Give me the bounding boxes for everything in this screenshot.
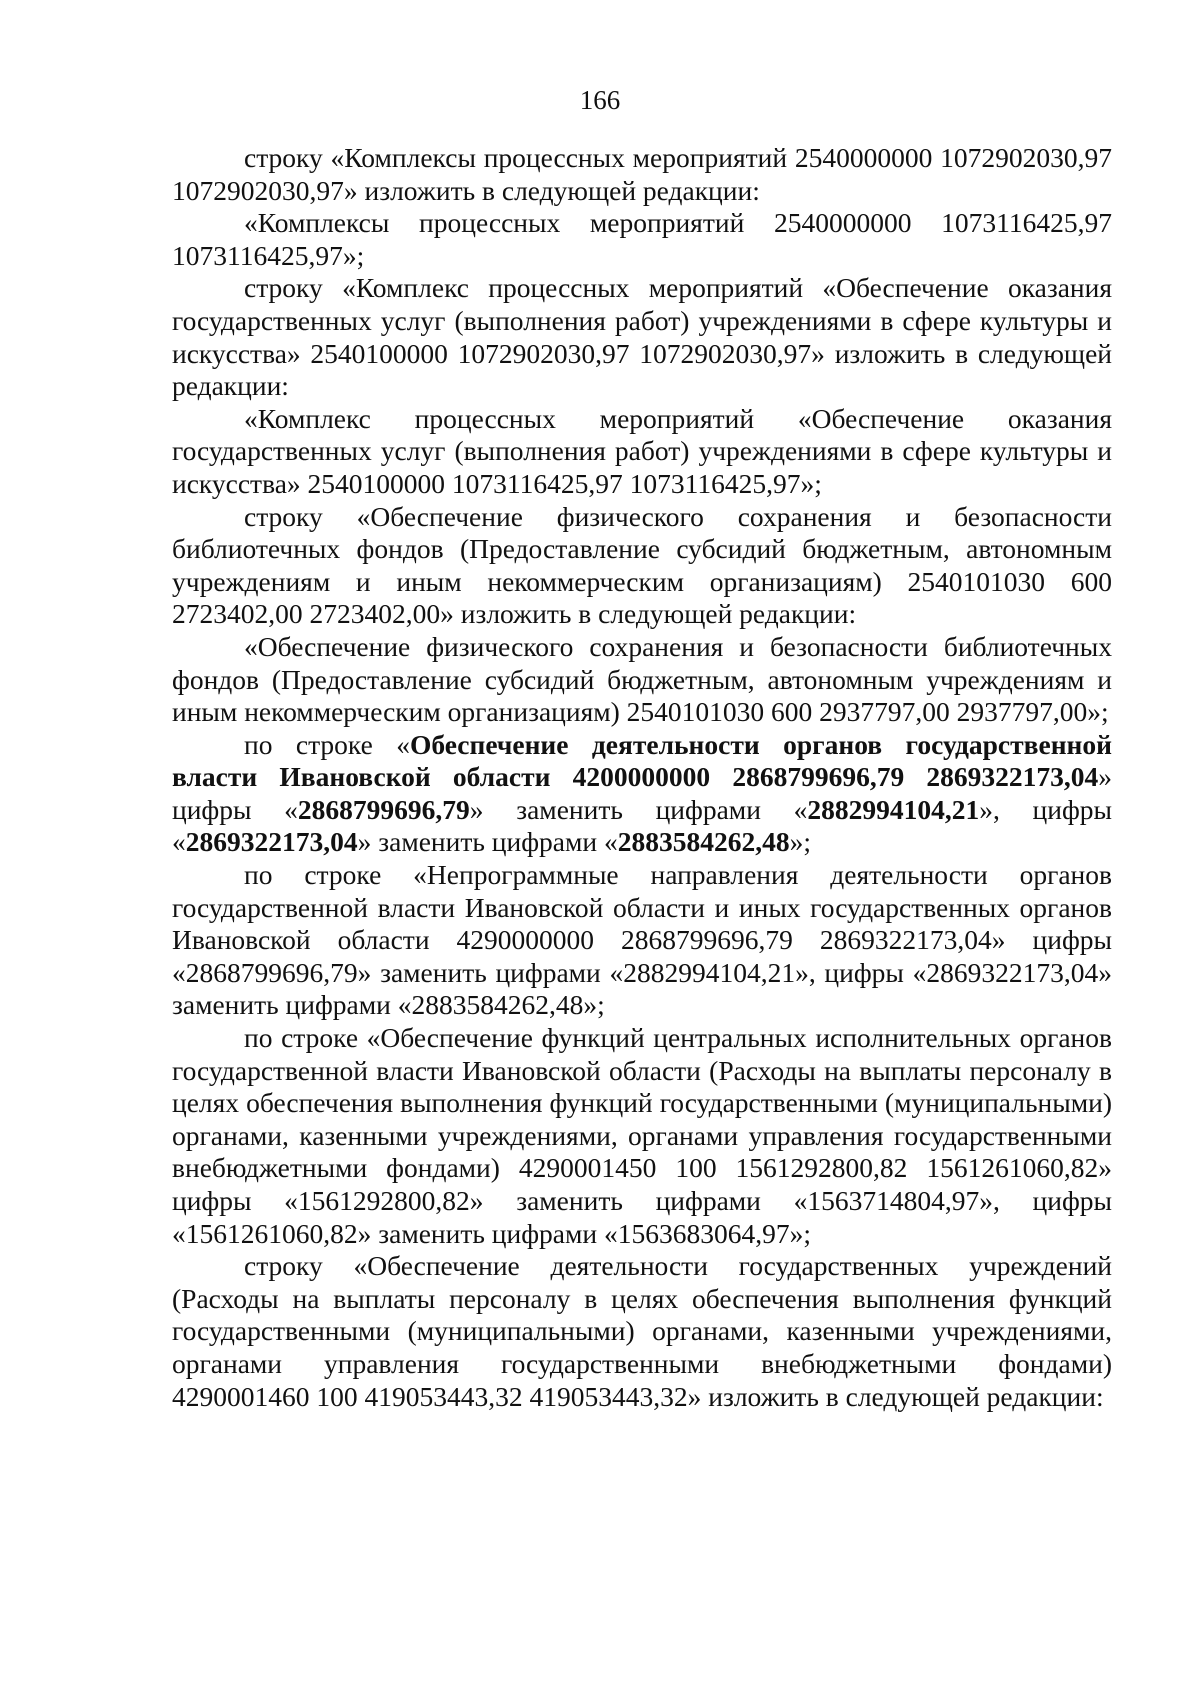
text-run: » заменить цифрами « [357, 826, 618, 858]
text-run: строку «Комплекс процессных мероприятий «Обеспечение оказания государственных услуг (выполнения работ) учреждениями в сфере культуры и искусства» 2540100000 1072902030,97 1072902030,97» изложить в следующей редакции: [172, 272, 1112, 402]
paragraph [172, 1022, 1112, 1250]
paragraph [172, 272, 1112, 402]
paragraph [172, 631, 1112, 729]
paragraph [172, 1250, 1112, 1413]
bold-text-run: 2883584262,48 [617, 826, 790, 858]
text-run: », цифры « [172, 793, 1113, 858]
text-run: «Обеспечение физического сохранения и безопасности библиотечных фондов (Предоставление субсидий бюджетным, автономным учреждениям и иным некоммерческим организациям) 2540101030 600 2937797,00 2937797,00»; [172, 630, 1112, 728]
document-body [172, 142, 1112, 1413]
paragraph [172, 142, 1112, 207]
text-run: «Комплекс процессных мероприятий «Обеспечение оказания государственных услуг (выполнения работ) учреждениями в сфере культуры и искусства» 2540100000 1073116425,97 1073116425,97»; [172, 402, 1112, 499]
text-run: по строке «Обеспечение функций центральных исполнительных органов государственной власти Ивановской области (Расходы на выплаты персоналу в целях обеспечения выполнения функций государственными (муниципальными) органами, казенными учреждениями, органами управления государственными внебюджетными фондами) 4290001450 100 1561292800,82 1561261060,82» цифры «1561292800,82» заменить цифрами «1563714804,97», цифры «1561261060,82» заменить цифрами «1563683064,97»; [172, 1022, 1112, 1249]
text-run: строку «Обеспечение деятельности государственных учреждений (Расходы на выплаты персоналу в целях обеспечения выполнения функций государственными (муниципальными) органами, казенными учреждениями, органами управления государственными внебюджетными фондами) 4290001460 100 419053443,32 419053443,32» изложить в следующей редакции: [172, 1250, 1112, 1412]
paragraph [172, 859, 1112, 1022]
bold-text-run: 2868799696,79 [297, 793, 470, 825]
text-run: » цифры « [172, 761, 1112, 825]
bold-text-run: Обеспечение деятельности органов государственной власти Ивановской области 4200000000 2868799696,79 2869322173,04 [172, 728, 1112, 793]
paragraph [172, 729, 1112, 859]
paragraph [172, 403, 1112, 501]
text-run: «Комплексы процессных мероприятий 2540000000 1073116425,97 1073116425,97»; [172, 207, 1112, 271]
text-run: » заменить цифрами « [469, 793, 808, 825]
bold-text-run: 2882994104,21 [807, 793, 980, 825]
text-run: строку «Обеспечение физического сохранения и безопасности библиотечных фондов (Предоставление субсидий бюджетным, автономным учреждениям и иным некоммерческим организациям) 2540101030 600 2723402,00 2723402,00» изложить в следующей редакции: [172, 500, 1112, 630]
text-run: строку «Комплексы процессных мероприятий 2540000000 1072902030,97 1072902030,97» изложить в следующей редакции: [172, 142, 1112, 206]
paragraph [172, 501, 1112, 631]
text-run: по строке « [244, 728, 410, 760]
bold-text-run: 2869322173,04 [185, 826, 358, 858]
text-run: по строке «Непрограммные направления деятельности органов государственной власти Ивановской области и иных государственных органов Ивановской области 4290000000 2868799696,79 2869322173,04» цифры «2868799696,79» заменить цифрами «2882994104,21», цифры «2869322173,04» заменить цифрами «2883584262,48»; [172, 859, 1112, 1021]
text-run: »; [789, 826, 812, 858]
paragraph [172, 207, 1112, 272]
page-number: 166 [579, 85, 621, 115]
